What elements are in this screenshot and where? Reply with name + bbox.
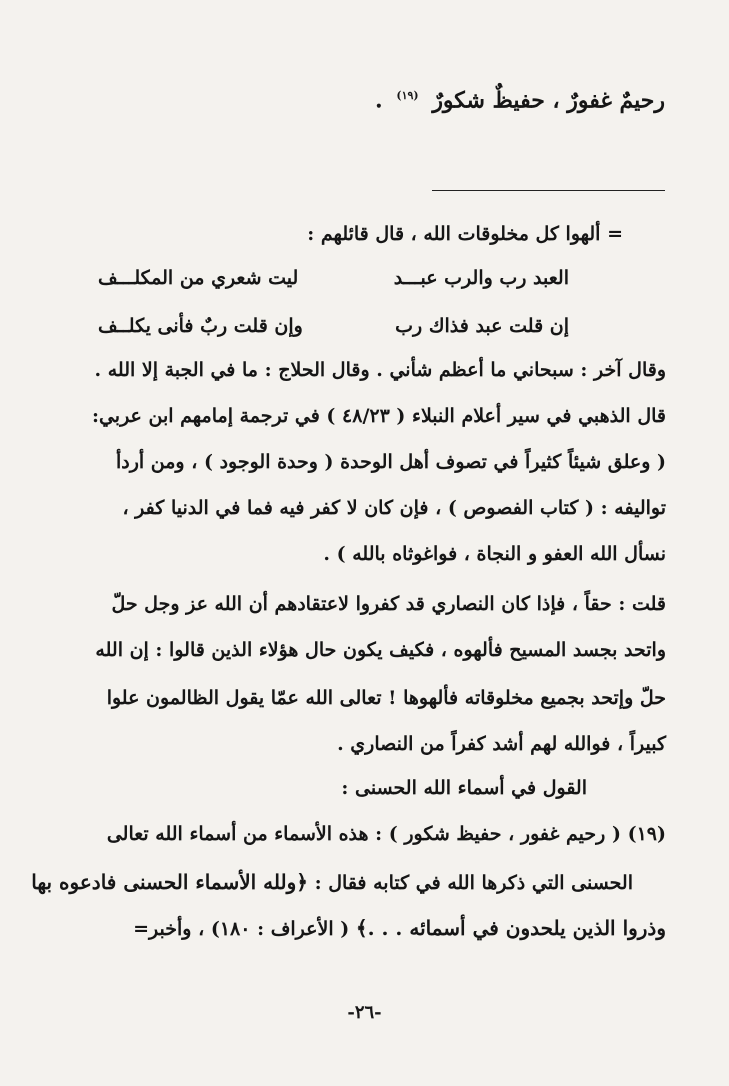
main-verse-text: رحيمٌ غفورٌ ، حفيظٌ شكورٌ [432,87,665,114]
page-number: -٢٦- [347,1002,382,1023]
footnote-line: حلّ وإتحد بجميع مخلوقاته فألهوها ! تعالى الله عمّا يقول الظالمون علوا [106,687,666,709]
footnote-separator [432,190,665,191]
footnote-19-marker: (١٩) [627,823,666,845]
footnote-19-line-1 [107,820,666,848]
main-verse-line [375,82,665,114]
quran-quote: وذروا الذين يلحدون في أسمائه . . .﴾ [355,916,666,940]
footnote-line: قلت : حقاً ، فإذا كان النصاري قد كفروا لاعتقادهم أن الله عز وجل حلّ [111,593,666,615]
footnote-19-text: الحسنى التي ذكرها الله في كتابه فقال : [314,872,633,894]
poem-verse-left-1: ليت شعري من المكلـــف [98,267,299,289]
poem-verse-right-2: إن قلت عبد فذاك رب [395,315,569,337]
footnote-19-text: ( رحيم غفور ، حفيظ شكور ) : هذه الأسماء من أسماء الله تعالى [106,823,621,845]
footnote-line: قال الذهبي في سير أعلام النبلاء ( ٤٨/٢٣ ) في ترجمة إمامهم ابن عربي: [91,405,666,427]
poem-verse-left-2: وإن قلت ربٌ فأنى يكلــف [98,315,303,337]
footnote-19-line-2 [31,868,633,897]
footnote-19-line-3 [133,914,666,943]
quran-quote: ﴿ولله الأسماء الحسنى فادعوه بها [31,870,308,894]
footnote-line: كبيراً ، فوالله لهم أشد كفراً من النصاري . [337,733,666,755]
footnote-line: نسأل الله العفو و النجاة ، فواغوثاه بالله ) . [323,543,666,565]
main-verse-end: . [375,87,383,114]
poem-verse-right-1: العبد رب والرب عبـــد [393,267,569,289]
footnote-line: ( وعلق شيئاً كثيراً في تصوف أهل الوحدة ( وحدة الوجود ) ، ومن أردأ [115,451,666,473]
section-heading: القول في أسماء الله الحسنى : [341,777,587,799]
footnote-line: تواليفه : ( كتاب الفصوص ) ، فإن كان لا كفر فيه فما في الدنيا كفر ، [122,497,666,519]
footnote-marker: (١٩) [396,89,419,102]
footnote-19-text: ( الأعراف : ١٨٠) ، وأخبر= [133,918,350,940]
footnote-line: وقال آخر : سبحاني ما أعظم شأني . وقال الحلاج : ما في الجبة إلا الله . [94,359,666,381]
footnote-line: = ألهوا كل مخلوقات الله ، قال قائلهم : [307,223,623,245]
footnote-line: واتحد بجسد المسيح فألهوه ، فكيف يكون حال هؤلاء الذين قالوا : إن الله [95,639,666,661]
